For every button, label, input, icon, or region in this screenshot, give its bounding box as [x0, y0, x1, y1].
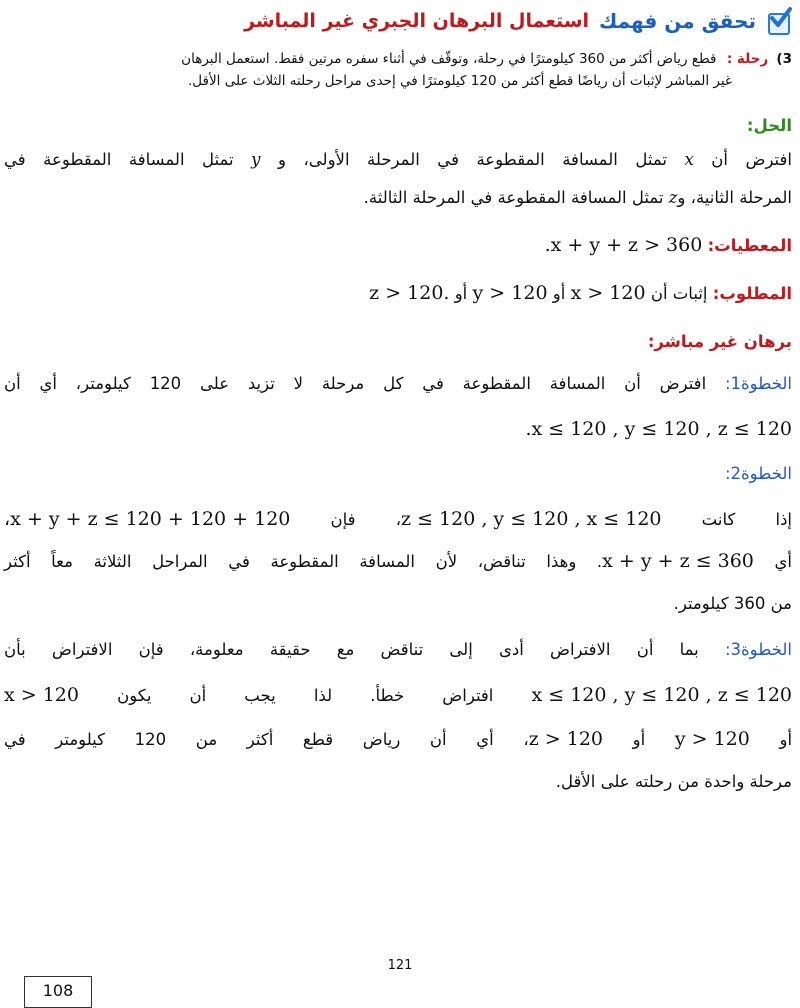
header-title-topic: استعمال البرهان الجبري غير المباشر [244, 10, 590, 32]
given-line [4, 234, 792, 256]
step1-label: الخطوة1: [724, 374, 792, 393]
prove-line: المطلوب: إثبات أن x > 120 أو y > 120 أو z > 120. [369, 282, 792, 304]
step1-line-2: .x ≤ 120 , y ≤ 120 , z ≤ 120 [525, 418, 792, 440]
step2-line-3: من 360 كيلومتر. [673, 594, 792, 613]
prove-label: المطلوب: [712, 284, 792, 303]
step3-line-4: مرحلة واحدة من رحلته على الأقل. [555, 772, 792, 791]
assumption-line-1: افترض أن x تمثل المسافة المقطوعة في المرحلة الأولى، و y تمثل المسافة المقطوعة في [4, 150, 793, 169]
step3-line-2: x ≤ 120 , y ≤ 120 , z ≤ 120 افتراض خطأ. لذا يجب أن يكون x > 120 [4, 684, 792, 706]
step3-line-1: الخطوة3: بما أن الافتراض أدى إلى تناقض مع حقيقة معلومة، فإن الافتراض بأن [4, 640, 792, 659]
exercise-label: رحلة : [726, 51, 769, 67]
page-number: 121 [387, 958, 413, 973]
given-math: .x + y + z > 360 [544, 234, 703, 256]
indirect-proof-heading: برهان غير مباشر: [647, 332, 792, 351]
exercise-number: 3) [776, 51, 792, 67]
step2-label: الخطوة2: [724, 464, 792, 483]
page-number-box: 108 [24, 976, 92, 1008]
section-header [0, 4, 792, 38]
exercise-text-line2: غير المباشر لإثبات أن رياضًا قطع أكثر من 120 كيلومترًا في إحدى مراحل رحلته الثلاث على الأقل. [188, 73, 732, 89]
header-title-check: تحقق من فهمك [599, 9, 756, 33]
assumption-line-2: المرحلة الثانية، وz تمثل المسافة المقطوعة في المرحلة الثالثة. [363, 188, 792, 207]
exercise-text-line1: قطع رياض أكثر من 360 كيلومترًا في رحلة، وتوقّف في أثناء سفره مرتين فقط. استعمل البرهان [181, 51, 717, 67]
solution-heading [4, 116, 792, 135]
exercise-statement [6, 48, 792, 92]
solution-label: الحل: [746, 116, 792, 135]
step2-line-1: إذا كانت z ≤ 120 , y ≤ 120 , x ≤ 120، فإن ،x + y + z ≤ 120 + 120 + 120 [4, 508, 792, 530]
checkbox-icon [766, 9, 792, 33]
step1-line-1: الخطوة1: افترض أن المسافة المقطوعة في كل مرحلة لا تزيد على 120 كيلومتر، أي أن [4, 374, 792, 393]
step2-line-2: أي x + y + z ≤ 360. وهذا تناقض، لأن المسافة المقطوعة في المراحل الثلاثة معاً أكثر [4, 550, 793, 572]
given-label: المعطيات: [707, 236, 792, 255]
step3-label: الخطوة3: [724, 640, 792, 659]
step2-heading [4, 464, 792, 483]
step3-line-3: أو y > 120 أو z > 120، أي أن رياض قطع أكثر من 120 كيلومتر في [4, 728, 793, 750]
